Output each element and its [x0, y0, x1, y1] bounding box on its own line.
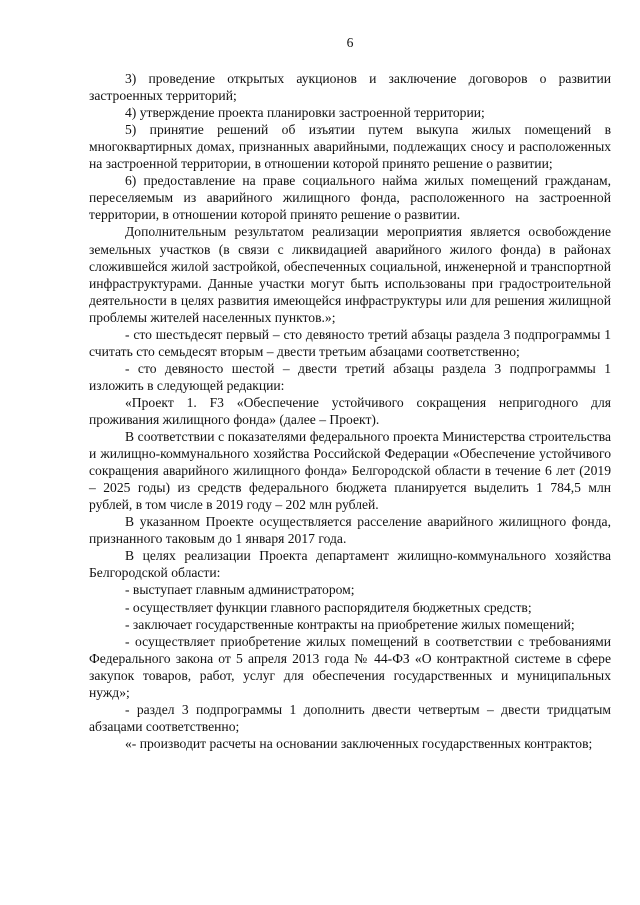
- paragraph: 4) утверждение проекта планировки застроенной территории;: [125, 105, 485, 121]
- paragraph: 3) проведение открытых аукционов и заключение договоров о развитии застроенных территорий;: [89, 71, 611, 104]
- paragraph: «Проект 1. F3 «Обеспечение устойчивого сокращения непригодного для проживания жилищного фонда» (далее – Проект).: [89, 394, 611, 427]
- paragraph: Дополнительным результатом реализации мероприятия является освобождение земельных участков (в связи с ликвидацией аварийного жилого фонда) в районах сложившейся жилой застройкой, обеспеченных социальной, инженерной и транспортной инфраструктурами. Данные участки могут быть использованы при градостроительной деятельности в целях развития имеющейся инфраструктуры или для решения жилищной проблемы жителей населенных пунктов.»;: [89, 224, 611, 325]
- paragraph: В целях реализации Проекта департамент жилищно-коммунального хозяйства Белгородской области:: [89, 548, 611, 581]
- paragraph: В соответствии с показателями федерального проекта Министерства строительства и жилищно-коммунального хозяйства Российской Федерации «Обеспечение устойчивого сокращения аварийного жилищного фонда» Белгородской области в течение 6 лет (2019 – 2025 годы) из средств федерального бюджета планируется выделить 1 784,5 млн рублей, в том числе в 2019 году – 202 млн рублей.: [89, 429, 611, 513]
- paragraph: - осуществляет приобретение жилых помещений в соответствии с требованиями Федерального закона от 5 апреля 2013 года № 44-ФЗ «О контрактной системе в сфере закупок товаров, работ, услуг для обеспечения государственных и муниципальных нужд»;: [89, 633, 611, 700]
- paragraph: - сто девяносто шестой – двести третий абзацы раздела 3 подпрограммы 1 изложить в следующей редакции:: [89, 360, 611, 393]
- document-page: [89, 34, 611, 752]
- document-body: [89, 70, 611, 752]
- paragraph: 6) предоставление на праве социального найма жилых помещений гражданам, переселяемым из аварийного жилищного фонда, расположенного на застроенной территории, в отношении которой принято решение о развитии.: [89, 173, 611, 223]
- page-number: 6: [346, 35, 354, 50]
- paragraph: «- производит расчеты на основании заключенных государственных контрактов;: [125, 735, 593, 751]
- paragraph: В указанном Проекте осуществляется расселение аварийного жилищного фонда, признанного таковым до 1 января 2017 года.: [89, 514, 611, 547]
- paragraph: - выступает главным администратором;: [125, 582, 355, 598]
- paragraph: - заключает государственные контракты на приобретение жилых помещений;: [125, 616, 575, 632]
- paragraph: 5) принятие решений об изъятии путем выкупа жилых помещений в многоквартирных домах, признанных аварийными, подлежащих сносу и расположенных на застроенной территории, в отношении которой принято решение о развитии;: [89, 122, 611, 172]
- paragraph: - раздел 3 подпрограммы 1 дополнить двести четвертым – двести тридцатым абзацами соответственно;: [89, 701, 611, 734]
- paragraph: - сто шестьдесят первый – сто девяносто третий абзацы раздела 3 подпрограммы 1 считать сто семьдесят вторым – двести третьим абзацами соответственно;: [89, 326, 611, 359]
- paragraph: - осуществляет функции главного распорядителя бюджетных средств;: [125, 599, 532, 615]
